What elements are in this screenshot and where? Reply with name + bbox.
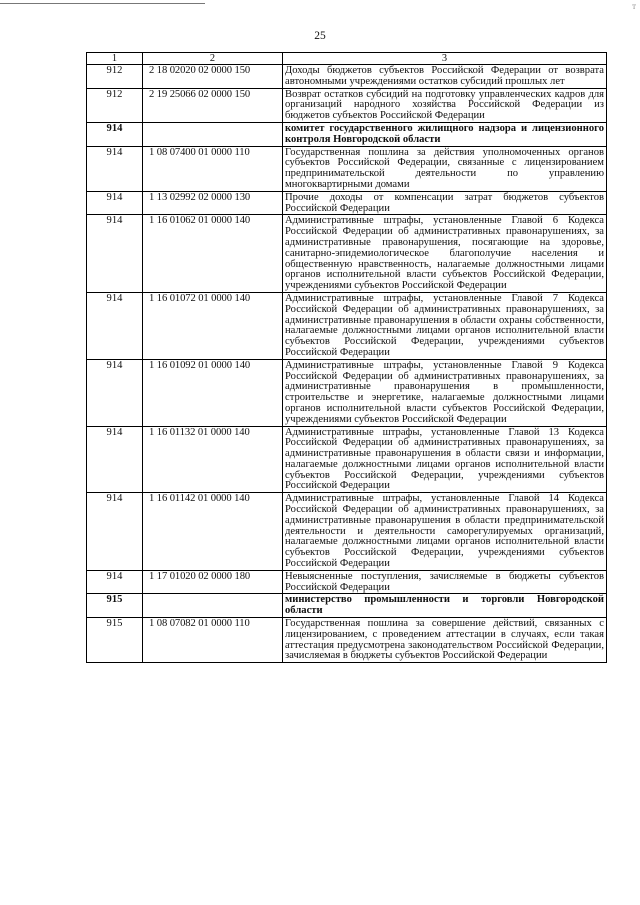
revenue-name-cell: министерство промышленности и торговли Новгородской области [283, 594, 607, 618]
admin-code-cell: 915 [87, 618, 143, 663]
revenue-name-cell: комитет государственного жилищного надзора и лицензионного контроля Новгородской области [283, 122, 607, 146]
admin-code-cell: 915 [87, 594, 143, 618]
table-section-header-row [87, 122, 607, 146]
kbk-code-cell [143, 122, 283, 146]
admin-code-cell: 914 [87, 191, 143, 215]
revenue-name-cell: Административные штрафы, установленные Главой 6 Кодекса Российской Федерации об административных правонарушениях, за административные правонарушения, посягающие на здоровье, санитарно-эпидемиологическое благополучие населения и общественную нравственность, налагаемые должностными лицами органов исполнительной власти субъектов Российской Федерации, учреждениями субъектов Российской Федерации [283, 215, 607, 293]
corner-mark: т [632, 1, 636, 11]
table-row [87, 570, 607, 594]
table-row [87, 426, 607, 493]
admin-code-cell: 912 [87, 65, 143, 89]
table-row [87, 65, 607, 89]
column-header-1: 1 [87, 53, 143, 65]
admin-code-cell: 914 [87, 146, 143, 191]
admin-code-cell: 914 [87, 359, 143, 426]
table-row [87, 191, 607, 215]
page-number: 25 [314, 30, 326, 42]
table-row [87, 493, 607, 571]
revenue-name-cell: Доходы бюджетов субъектов Российской Федерации от возврата автономными учреждениями остатков субсидий прошлых лет [283, 65, 607, 89]
revenue-name-cell: Административные штрафы, установленные Главой 14 Кодекса Российской Федерации об административных правонарушениях, за административные правонарушения в области предпринимательской деятельности и деятельности саморегулируемых организаций, налагаемые должностными лицами органов исполнительной власти субъектов Российской Федерации, учреждениями субъектов Российской Федерации [283, 493, 607, 571]
kbk-code-cell: 1 13 02992 02 0000 130 [143, 191, 283, 215]
kbk-code-cell: 1 16 01142 01 0000 140 [143, 493, 283, 571]
kbk-code-cell: 1 16 01072 01 0000 140 [143, 292, 283, 359]
table-section-header-row [87, 594, 607, 618]
admin-code-cell: 914 [87, 493, 143, 571]
column-header-2: 2 [143, 53, 283, 65]
table-row [87, 146, 607, 191]
revenue-name-cell: Невыясненные поступления, зачисляемые в бюджеты субъектов Российской Федерации [283, 570, 607, 594]
admin-code-cell: 914 [87, 570, 143, 594]
kbk-code-cell: 1 16 01062 01 0000 140 [143, 215, 283, 293]
revenue-name-cell: Возврат остатков субсидий на подготовку управленческих кадров для организаций народного хозяйства Российской Федерации из бюджетов субъектов Российской Федерации [283, 88, 607, 122]
revenue-name-cell: Административные штрафы, установленные Главой 7 Кодекса Российской Федерации об административных правонарушениях, за административные правонарушения в области охраны собственности, налагаемые должностными лицами органов исполнительной власти субъектов Российской Федерации, учреждениями субъектов Российской Федерации [283, 292, 607, 359]
column-header-3: 3 [283, 53, 607, 65]
table-row [87, 359, 607, 426]
kbk-code-cell: 1 16 01132 01 0000 140 [143, 426, 283, 493]
kbk-code-cell: 2 19 25066 02 0000 150 [143, 88, 283, 122]
admin-code-cell: 914 [87, 215, 143, 293]
table-row [87, 215, 607, 293]
table-body [87, 65, 607, 663]
kbk-code-cell: 1 08 07082 01 0000 110 [143, 618, 283, 663]
admin-code-cell: 912 [87, 88, 143, 122]
kbk-code-cell: 1 16 01092 01 0000 140 [143, 359, 283, 426]
admin-code-cell: 914 [87, 292, 143, 359]
table-row [87, 292, 607, 359]
kbk-code-cell: 1 17 01020 02 0000 180 [143, 570, 283, 594]
revenue-code-table [86, 52, 607, 663]
admin-code-cell: 914 [87, 426, 143, 493]
table-header-row [87, 53, 607, 65]
kbk-code-cell: 2 18 02020 02 0000 150 [143, 65, 283, 89]
revenue-name-cell: Государственная пошлина за действия уполномоченных органов субъектов Российской Федерации, связанные с лицензированием предпринимательской деятельности по управлению многоквартирными домами [283, 146, 607, 191]
table-row [87, 618, 607, 663]
top-scan-rule [0, 3, 205, 4]
admin-code-cell: 914 [87, 122, 143, 146]
kbk-code-cell [143, 594, 283, 618]
revenue-name-cell: Прочие доходы от компенсации затрат бюджетов субъектов Российской Федерации [283, 191, 607, 215]
table-row [87, 88, 607, 122]
kbk-code-cell: 1 08 07400 01 0000 110 [143, 146, 283, 191]
revenue-name-cell: Государственная пошлина за совершение действий, связанных с лицензированием, с проведением аттестации в случаях, если такая аттестация предусмотрена законодательством Российской Федерации, зачисляемая в бюджеты субъектов Российской Федерации [283, 618, 607, 663]
revenue-name-cell: Административные штрафы, установленные Главой 13 Кодекса Российской Федерации об административных правонарушениях, за административные правонарушения в области связи и информации, налагаемые должностными лицами органов исполнительной власти субъектов Российской Федерации, учреждениями субъектов Российской Федерации [283, 426, 607, 493]
revenue-name-cell: Административные штрафы, установленные Главой 9 Кодекса Российской Федерации об административных правонарушениях, за административные правонарушения в промышленности, строительстве и энергетике, налагаемые должностными лицами органов исполнительной власти субъектов Российской Федерации, учреждениями субъектов Российской Федерации [283, 359, 607, 426]
